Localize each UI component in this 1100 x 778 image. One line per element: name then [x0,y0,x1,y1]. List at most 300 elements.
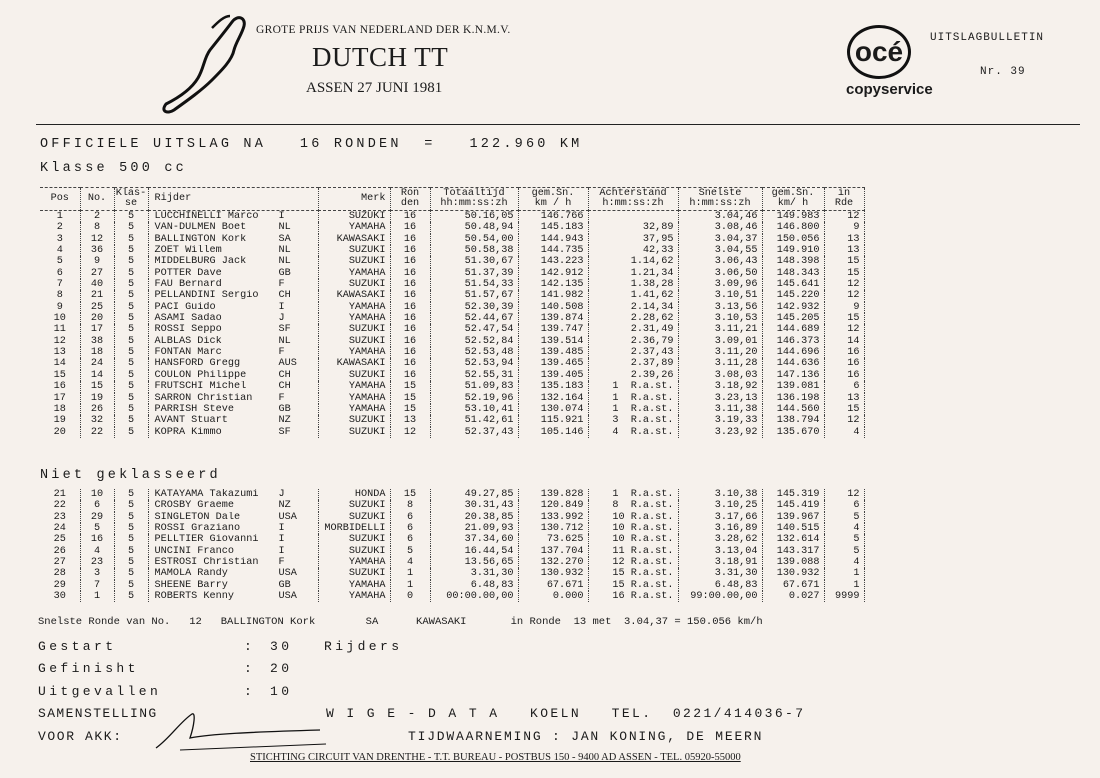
cell-rijder [148,268,318,279]
cell-no: 21 [80,290,114,301]
cell-pos: 16 [53,381,66,393]
cell-achterstand: 1 R.a.st. [588,393,678,404]
cell-ronden: 16 [390,268,430,279]
cell-gem-snelheid: 139.747 [518,324,588,335]
cell-klasse: 5 [114,256,148,267]
cell-gem-snelheid-ronde: 144.636 [762,358,824,369]
col-no: No. [80,188,114,211]
rider-nationality: I [278,523,285,535]
cell-totaaltijd: 50.48,94 [430,222,518,233]
table-row [40,324,864,335]
cell-klasse: 5 [114,245,148,256]
cell-klasse: 5 [114,381,148,392]
rider-name: SHEENE Barry [154,579,228,591]
event-subtitle: GROTE PRIJS VAN NEDERLAND DER K.N.M.V. [256,24,511,36]
cell-achterstand: 2.28,62 [588,313,678,324]
cell-in-ronde: 12 [824,211,864,223]
cell-totaaltijd: 52.30,39 [430,302,518,313]
cell-totaaltijd: 51.42,61 [430,415,518,426]
voor-akk-label: VOOR AKK: [38,729,123,744]
cell-pos: 11 [53,324,66,336]
circuit-logo-icon [152,8,252,118]
cell-klasse: 5 [114,591,148,602]
cell-totaaltijd: 13.56,65 [430,557,518,568]
cell-snelste: 3.04,55 [678,245,762,256]
cell-no: 22 [80,427,114,438]
classified-rows [40,211,864,438]
cell-pos: 30 [53,591,66,603]
cell-achterstand: 42,33 [588,245,678,256]
table-row [40,591,864,602]
cell-gem-snelheid-ronde: 148.398 [762,256,824,267]
stat-gestart-label: Gestart [38,639,117,654]
cell-gem-snelheid: 144.735 [518,245,588,256]
cell-ronden: 13 [390,415,430,426]
cell-rijder [148,512,318,523]
cell-rijder [148,591,318,602]
cell-merk: SUZUKI [318,500,390,511]
results-table [40,187,865,438]
cell-in-ronde: 13 [824,245,864,256]
cell-pos: 18 [53,403,66,415]
cell-achterstand: 1.14,62 [588,256,678,267]
cell-achterstand: 1.38,28 [588,279,678,290]
cell-klasse: 5 [114,313,148,324]
cell-no: 12 [80,234,114,245]
cell-no: 20 [80,313,114,324]
stat-gestart-suffix: Rijders [324,639,403,654]
unclassified-heading: Niet geklasseerd [40,468,221,483]
cell-gem-snelheid: 130.712 [518,523,588,534]
cell-snelste: 3.10,38 [678,489,762,500]
cell-in-ronde: 13 [824,234,864,245]
cell-snelste: 3.16,89 [678,523,762,534]
table-row [40,347,864,358]
rider-name: FAU Bernard [154,279,222,291]
cell-no: 8 [80,222,114,233]
cell-gem-snelheid: 143.223 [518,256,588,267]
cell-gem-snelheid: 141.982 [518,290,588,301]
stat-gestart-colon: : [244,639,256,654]
table-row [40,211,864,223]
cell-klasse: 5 [114,489,148,500]
cell-no: 10 [80,489,114,500]
cell-klasse: 5 [114,302,148,313]
cell-merk: SUZUKI [318,211,390,223]
cell-in-ronde: 15 [824,404,864,415]
cell-merk: SUZUKI [318,546,390,557]
cell-totaaltijd: 52.44,67 [430,313,518,324]
cell-pos: 25 [53,534,66,546]
cell-pos: 9 [56,301,63,313]
cell-gem-snelheid: 130.932 [518,568,588,579]
oce-logo [847,25,911,79]
cell-gem-snelheid: 115.921 [518,415,588,426]
cell-snelste: 3.06,43 [678,256,762,267]
cell-merk: YAMAHA [318,302,390,313]
table-row [40,523,864,534]
cell-merk: YAMAHA [318,393,390,404]
cell-ronden: 16 [390,358,430,369]
cell-achterstand: 8 R.a.st. [588,500,678,511]
cell-achterstand [588,211,678,223]
cell-gem-snelheid-ronde: 67.671 [762,580,824,591]
cell-gem-snelheid: 137.704 [518,546,588,557]
col-gem-snelheid: gem.Sn. km / h [518,188,588,211]
rider-name: FRUTSCHI Michel [154,381,247,393]
cell-rijder [148,415,318,426]
cell-in-ronde: 4 [824,427,864,438]
cell-klasse: 5 [114,290,148,301]
cell-in-ronde: 12 [824,279,864,290]
cell-in-ronde: 12 [824,415,864,426]
cell-gem-snelheid-ronde: 144.689 [762,324,824,335]
cell-in-ronde: 15 [824,256,864,267]
cell-gem-snelheid: 0.000 [518,591,588,602]
cell-merk: YAMAHA [318,222,390,233]
cell-achterstand: 16 R.a.st. [588,591,678,602]
cell-snelste: 3.09,01 [678,336,762,347]
cell-gem-snelheid: 144.943 [518,234,588,245]
cell-merk: YAMAHA [318,381,390,392]
cell-gem-snelheid-ronde: 140.515 [762,523,824,534]
table-row [40,370,864,381]
rider-name: ROSSI Graziano [154,523,241,535]
cell-gem-snelheid-ronde: 147.136 [762,370,824,381]
cell-klasse: 5 [114,370,148,381]
cell-totaaltijd: 6.48,83 [430,580,518,591]
signature-icon [150,708,330,754]
stat-uitgevallen-value: 10 [270,684,293,699]
results-header [40,188,864,211]
cell-ronden: 16 [390,211,430,223]
cell-totaaltijd: 30.31,43 [430,500,518,511]
cell-merk: SUZUKI [318,256,390,267]
fastest-lap-line: Snelste Ronde van No. 12 BALLINGTON Kork SA KAWASAKI in Ronde 13 met 3.04,37 = 150.056 km/h [38,616,763,628]
cell-achterstand: 37,95 [588,234,678,245]
cell-in-ronde: 16 [824,358,864,369]
cell-klasse: 5 [114,324,148,335]
cell-pos: 6 [56,267,63,279]
cell-achterstand: 2.36,79 [588,336,678,347]
cell-gem-snelheid: 142.135 [518,279,588,290]
rider-name: MAMOLA Randy [154,568,228,580]
col-ronden: Ron den [390,188,430,211]
cell-pos: 22 [53,500,66,512]
oce-logo-subtitle: copyservice [846,81,933,98]
cell-rijder [148,313,318,324]
cell-merk: SUZUKI [318,324,390,335]
table-row [40,415,864,426]
cell-ronden: 16 [390,279,430,290]
cell-rijder [148,546,318,557]
cell-snelste: 3.23,92 [678,427,762,438]
cell-totaaltijd: 51.09,83 [430,381,518,392]
class-heading: Klasse 500 cc [40,161,187,176]
cell-snelste: 3.18,91 [678,557,762,568]
cell-no: 29 [80,512,114,523]
cell-in-ronde: 6 [824,500,864,511]
cell-pos: 8 [56,290,63,302]
cell-rijder [148,290,318,301]
rider-name: FONTAN Marc [154,347,222,359]
cell-no: 2 [80,211,114,223]
cell-rijder [148,302,318,313]
cell-merk: SUZUKI [318,279,390,290]
rider-name: MIDDELBURG Jack [154,256,247,268]
cell-snelste: 6.48,83 [678,580,762,591]
table-row [40,358,864,369]
cell-pos: 26 [53,545,66,557]
stat-gefinisht-value: 20 [270,661,293,676]
rider-name: PACI Guido [154,301,216,313]
cell-merk: YAMAHA [318,347,390,358]
footer-address: STICHTING CIRCUIT VAN DRENTHE - T.T. BUREAU - POSTBUS 150 - 9400 AD ASSEN - TEL. 05920-55000 [250,752,741,763]
cell-snelste: 99:00.00,00 [678,591,762,602]
rider-nationality: NL [278,335,291,347]
rider-nationality: USA [278,591,297,603]
cell-gem-snelheid-ronde: 144.560 [762,404,824,415]
rider-nationality: GB [278,579,291,591]
cell-ronden: 5 [390,546,430,557]
rider-nationality: CH [278,369,291,381]
cell-snelste: 3.11,21 [678,324,762,335]
rider-name: BALLINGTON Kork [154,233,247,245]
rider-nationality: F [278,347,285,359]
cell-achterstand: 11 R.a.st. [588,546,678,557]
cell-ronden: 6 [390,534,430,545]
cell-pos: 27 [53,557,66,569]
cell-no: 25 [80,302,114,313]
cell-pos: 5 [56,256,63,268]
cell-gem-snelheid-ronde: 150.056 [762,234,824,245]
cell-in-ronde: 14 [824,336,864,347]
stat-gefinisht-label: Gefinisht [38,661,139,676]
cell-pos: 3 [56,233,63,245]
cell-totaaltijd: 49.27,85 [430,489,518,500]
cell-ronden: 16 [390,234,430,245]
cell-gem-snelheid-ronde: 149.910 [762,245,824,256]
cell-rijder [148,489,318,500]
cell-totaaltijd: 00:00.00,00 [430,591,518,602]
cell-pos: 1 [56,211,63,222]
cell-achterstand: 2.37,89 [588,358,678,369]
cell-in-ronde: 12 [824,324,864,335]
cell-gem-snelheid: 132.164 [518,393,588,404]
rider-nationality: CH [278,381,291,393]
cell-merk: SUZUKI [318,336,390,347]
cell-klasse: 5 [114,279,148,290]
cell-gem-snelheid: 142.912 [518,268,588,279]
col-pos: Pos [50,193,69,204]
cell-rijder [148,347,318,358]
cell-achterstand: 15 R.a.st. [588,568,678,579]
col-achterstand: Achterstand h:mm:ss:zh [588,188,678,211]
cell-in-ronde: 5 [824,534,864,545]
cell-merk: SUZUKI [318,512,390,523]
cell-achterstand: 32,89 [588,222,678,233]
cell-snelste: 3.28,62 [678,534,762,545]
cell-pos: 15 [53,369,66,381]
rider-nationality: GB [278,267,291,279]
cell-klasse: 5 [114,415,148,426]
cell-ronden: 16 [390,324,430,335]
cell-snelste: 3.11,38 [678,404,762,415]
table-row [40,302,864,313]
cell-achterstand: 1.21,34 [588,268,678,279]
event-date: ASSEN 27 JUNI 1981 [306,80,443,96]
cell-klasse: 5 [114,336,148,347]
rider-nationality: F [278,557,285,569]
cell-gem-snelheid-ronde: 130.932 [762,568,824,579]
stat-uitgevallen-colon: : [244,684,256,699]
cell-pos: 17 [53,392,66,404]
table-row [40,245,864,256]
cell-in-ronde: 6 [824,381,864,392]
table-row [40,546,864,557]
cell-klasse: 5 [114,358,148,369]
col-totaaltijd: Totaaltijd hh:mm:ss:zh [430,188,518,211]
cell-pos: 21 [53,489,66,500]
voor-akk-text: TIJDWAARNEMING : JAN KONING, DE MEERN [408,729,764,744]
cell-merk: KAWASAKI [318,358,390,369]
official-result-heading: OFFICIELE UITSLAG NA 16 RONDEN = 122.960 KM [40,137,583,152]
table-row [40,512,864,523]
cell-rijder [148,358,318,369]
cell-gem-snelheid: 146.766 [518,211,588,223]
cell-gem-snelheid: 139.405 [518,370,588,381]
cell-achterstand: 4 R.a.st. [588,427,678,438]
cell-snelste: 3.17,66 [678,512,762,523]
cell-achterstand: 1 R.a.st. [588,489,678,500]
cell-pos: 28 [53,568,66,580]
cell-pos: 14 [53,358,66,370]
rider-name: AVANT Stuart [154,415,228,427]
cell-merk: YAMAHA [318,404,390,415]
cell-rijder [148,381,318,392]
cell-in-ronde: 12 [824,489,864,500]
cell-klasse: 5 [114,500,148,511]
cell-ronden: 12 [390,427,430,438]
rider-name: PELLANDINI Sergio [154,290,259,302]
rider-nationality: SA [278,233,291,245]
cell-achterstand: 10 R.a.st. [588,512,678,523]
cell-totaaltijd: 52.53,94 [430,358,518,369]
cell-no: 38 [80,336,114,347]
cell-totaaltijd: 21.09,93 [430,523,518,534]
table-row [40,489,864,500]
rider-nationality: I [278,534,285,546]
cell-gem-snelheid-ronde: 144.696 [762,347,824,358]
cell-achterstand: 2.14,34 [588,302,678,313]
cell-gem-snelheid: 132.270 [518,557,588,568]
header-divider [36,124,1080,125]
cell-achterstand: 12 R.a.st. [588,557,678,568]
cell-rijder [148,211,318,223]
cell-totaaltijd: 20.38,85 [430,512,518,523]
cell-no: 15 [80,381,114,392]
cell-snelste: 3.11,28 [678,358,762,369]
cell-no: 19 [80,393,114,404]
cell-achterstand: 1 R.a.st. [588,381,678,392]
cell-ronden: 4 [390,557,430,568]
cell-klasse: 5 [114,427,148,438]
cell-achterstand: 3 R.a.st. [588,415,678,426]
cell-snelste: 3.04,37 [678,234,762,245]
col-snelste: Snelste h:mm:ss:zh [678,188,762,211]
table-row [40,290,864,301]
rider-name: UNCINI Franco [154,545,234,557]
cell-klasse: 5 [114,393,148,404]
cell-totaaltijd: 52.37,43 [430,427,518,438]
cell-merk: YAMAHA [318,591,390,602]
cell-gem-snelheid: 130.074 [518,404,588,415]
cell-achterstand: 2.31,49 [588,324,678,335]
cell-snelste: 3.10,53 [678,313,762,324]
cell-in-ronde: 9999 [824,591,864,602]
cell-in-ronde: 12 [824,290,864,301]
samenstelling-label: SAMENSTELLING [38,706,158,721]
cell-no: 27 [80,268,114,279]
cell-in-ronde: 16 [824,347,864,358]
cell-snelste: 3.19,33 [678,415,762,426]
table-row [40,313,864,324]
cell-klasse: 5 [114,234,148,245]
cell-no: 17 [80,324,114,335]
cell-gem-snelheid-ronde: 132.614 [762,534,824,545]
cell-pos: 10 [53,313,66,325]
cell-gem-snelheid-ronde: 146.373 [762,336,824,347]
cell-in-ronde: 9 [824,222,864,233]
table-row [40,557,864,568]
cell-merk: YAMAHA [318,580,390,591]
table-row [40,500,864,511]
cell-ronden: 16 [390,370,430,381]
cell-snelste: 3.10,51 [678,290,762,301]
cell-merk: SUZUKI [318,427,390,438]
cell-snelste: 3.08,03 [678,370,762,381]
cell-ronden: 1 [390,580,430,591]
unclassified-table [40,489,865,602]
rider-nationality: I [278,545,285,557]
cell-rijder [148,393,318,404]
cell-achterstand: 10 R.a.st. [588,523,678,534]
table-row [40,234,864,245]
table-row [40,279,864,290]
cell-snelste: 3.08,46 [678,222,762,233]
cell-ronden: 16 [390,222,430,233]
cell-achterstand: 1.41,62 [588,290,678,301]
cell-merk: SUZUKI [318,245,390,256]
rider-name: ESTROSI Christian [154,557,259,569]
cell-gem-snelheid: 139.485 [518,347,588,358]
rider-name: CROSBY Graeme [154,500,234,512]
rider-name: ROBERTS Kenny [154,591,234,603]
table-row [40,580,864,591]
cell-totaaltijd: 16.44,54 [430,546,518,557]
table-row [40,393,864,404]
cell-rijder [148,523,318,534]
cell-in-ronde: 4 [824,557,864,568]
table-row [40,427,864,438]
rider-nationality: SF [278,324,291,336]
cell-no: 5 [80,523,114,534]
cell-ronden: 15 [390,393,430,404]
rider-name: PELLTIER Giovanni [154,534,259,546]
cell-klasse: 5 [114,512,148,523]
col-gem-snelheid-ronde: gem.Sn. km/ h [762,188,824,211]
rider-nationality: F [278,279,285,291]
